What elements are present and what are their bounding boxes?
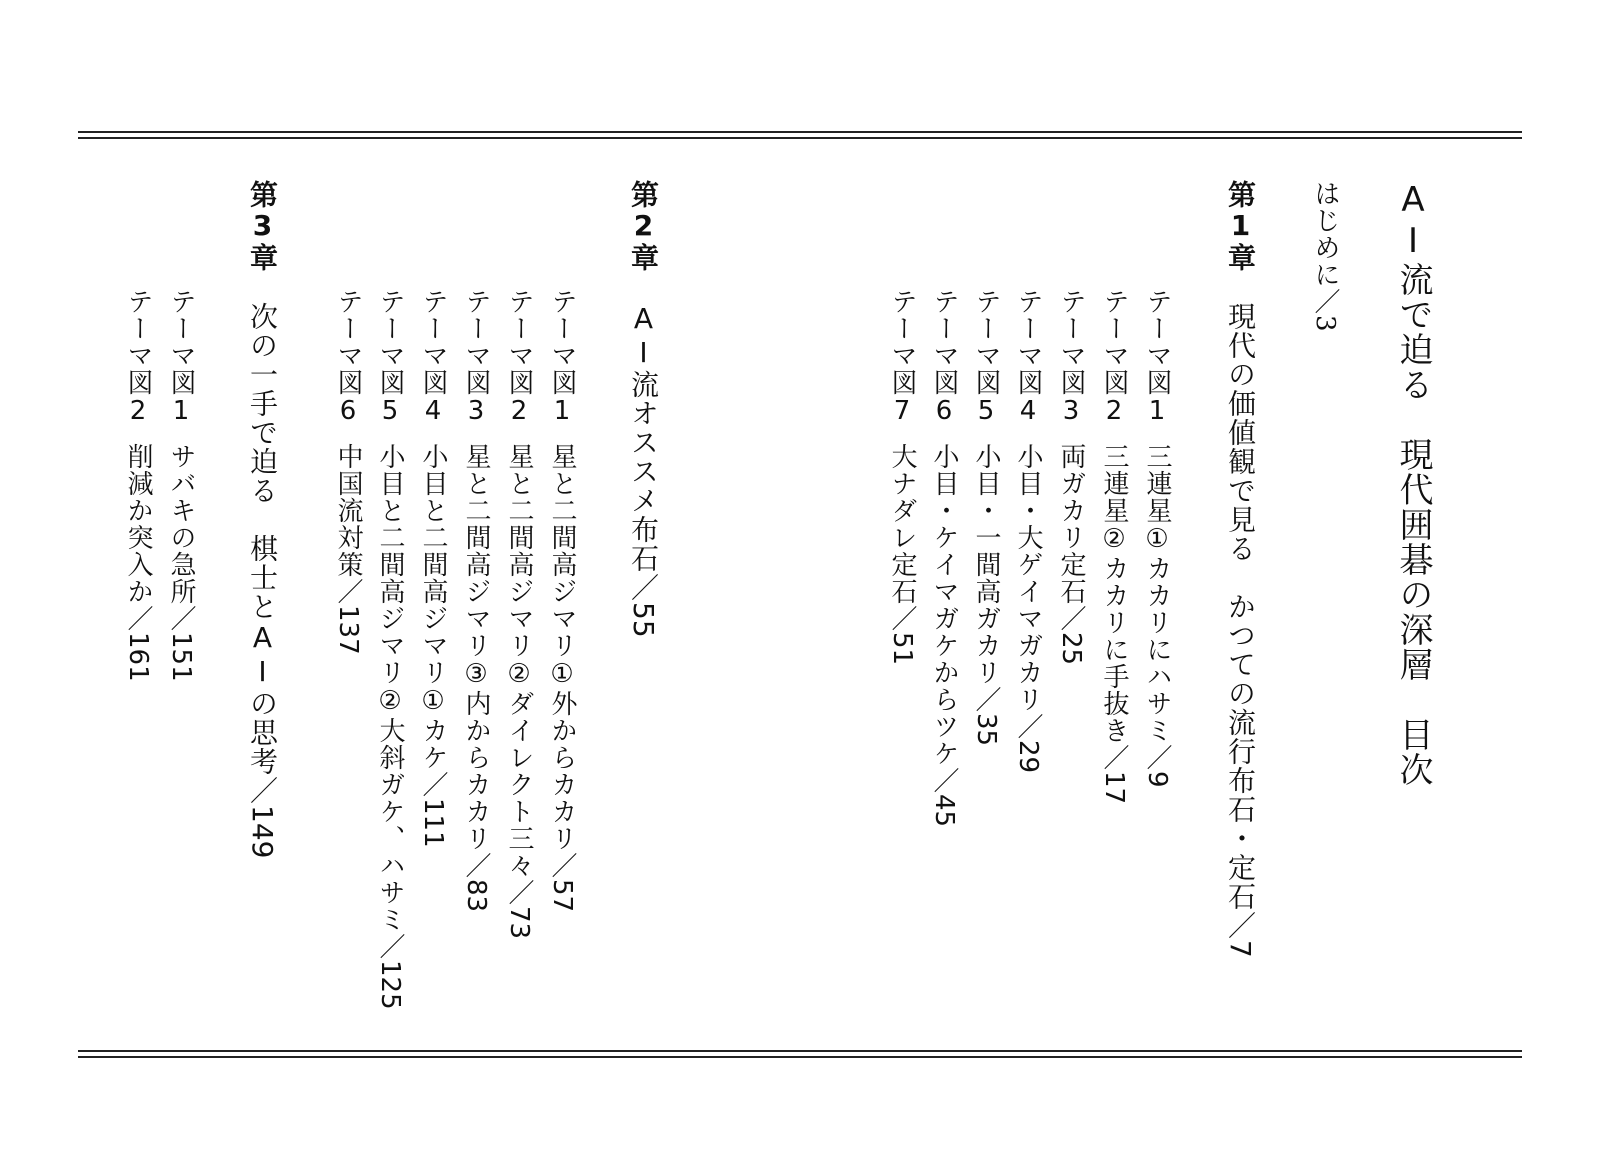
list-item[interactable]: テーマ図1三連星①カカリにハサミ／9	[1142, 288, 1172, 788]
list-item[interactable]: テーマ図1サバキの急所／151	[166, 288, 196, 682]
list-item[interactable]: テーマ図6中国流対策／137	[333, 288, 363, 655]
chapter-title: AI流オススメ布石	[627, 302, 660, 573]
list-item[interactable]: テーマ図1星と二間高ジマリ①外からカカリ／57	[547, 288, 577, 913]
list-item[interactable]: テーマ図5小目と二間高ジマリ②大斜ガケ、ハサミ／125	[375, 288, 405, 1010]
chapter-number: 第3章	[246, 180, 279, 272]
chapter-2-heading[interactable]: 第2章AI流オススメ布石／55	[627, 180, 660, 638]
list-item[interactable]: テーマ図3両ガカリ定石／25	[1056, 288, 1086, 666]
list-item[interactable]: テーマ図3星と二間高ジマリ③内からカカリ／83	[461, 288, 491, 913]
intro-page: 3	[1310, 315, 1340, 332]
bottom-double-rule	[78, 1050, 1522, 1058]
chapter-title: 現代の価値観で見る かつての流行布石・定石	[1224, 302, 1257, 911]
chapter-number: 第1章	[1224, 180, 1257, 272]
list-item[interactable]: テーマ図5小目・一間高ガカリ／35	[971, 288, 1001, 747]
separator: ／	[1310, 288, 1340, 315]
list-item[interactable]: テーマ図6小目・ケイマガケからツケ／45	[929, 288, 959, 828]
toc-title: AI流で迫る 現代囲碁の深層 目次	[1393, 180, 1433, 787]
chapter-page: 55	[627, 602, 660, 638]
list-item[interactable]: テーマ図7大ナダレ定石／51	[887, 288, 917, 666]
list-item[interactable]: テーマ図4小目・大ゲイマガカリ／29	[1013, 288, 1043, 774]
chapter-1-heading[interactable]: 第1章現代の価値観で見る かつての流行布石・定石／7	[1224, 180, 1257, 958]
chapter-3-heading[interactable]: 第3章次の一手で迫る 棋士とAIの思考／149	[246, 180, 279, 859]
chapter-number: 第2章	[627, 180, 660, 272]
list-item[interactable]: テーマ図2星と二間高ジマリ②ダイレクト三々／73	[504, 288, 534, 940]
list-item[interactable]: テーマ図2三連星②カカリに手抜き／17	[1099, 288, 1129, 805]
table-of-contents	[80, 170, 1520, 1030]
list-item[interactable]: テーマ図2削減か突入か／161	[123, 288, 153, 682]
chapter-title: 次の一手で迫る 棋士とAIの思考	[246, 302, 279, 776]
intro-entry[interactable]	[1312, 180, 1338, 332]
intro-label: はじめに	[1310, 180, 1340, 288]
chapter-page: 7	[1224, 940, 1257, 958]
chapter-page: 149	[246, 805, 279, 859]
top-double-rule	[78, 131, 1522, 139]
list-item[interactable]: テーマ図4小目と二間高ジマリ①カケ／111	[418, 288, 448, 848]
